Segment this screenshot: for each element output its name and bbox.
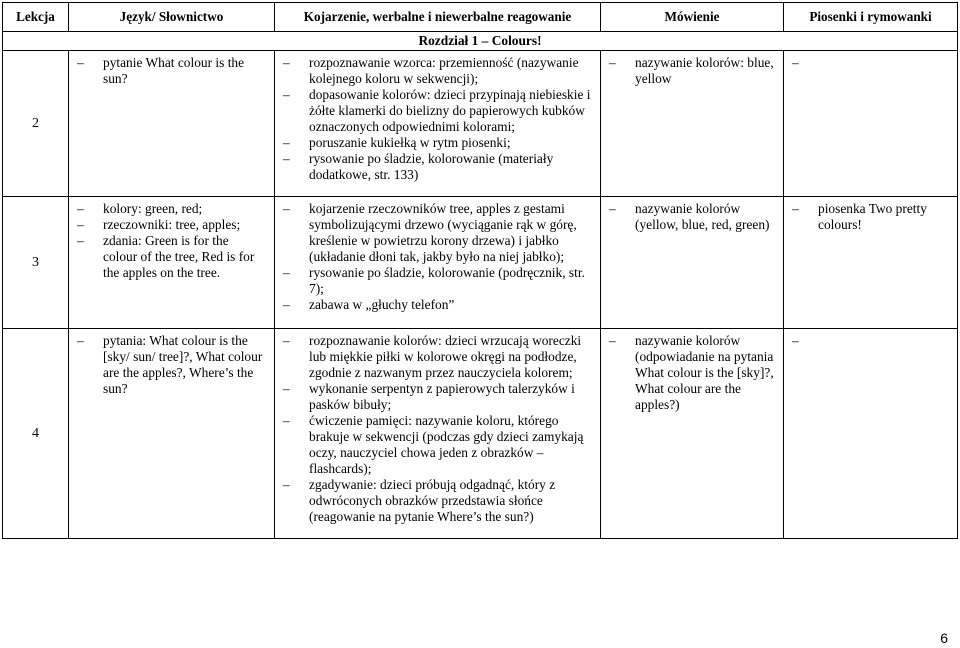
list-item: – nazywanie kolorów (odpowiadanie na pytania What colour is the [sky]?, What colour are the apples?) — [609, 333, 775, 413]
header-kojarzenie: Kojarzenie, werbalne i niewerbalne reagowanie — [275, 3, 601, 32]
list-item: – kolory: green, red; — [77, 201, 266, 217]
mowienie-cell — [601, 329, 784, 539]
lesson-number: 3 — [3, 197, 69, 329]
kojarzenie-cell — [275, 51, 601, 197]
list-item: – pytanie What colour is the sun? — [77, 55, 266, 87]
list-item: – rysowanie po śladzie, kolorowanie (podręcznik, str. 7); — [283, 265, 592, 297]
piosenki-cell — [784, 329, 958, 539]
lesson-plan-table — [2, 2, 958, 539]
list-item: – rozpoznawanie kolorów: dzieci wrzucają woreczki lub miękkie piłki w kolorowe okręgi na podłodze, zgodnie z nazwanym przez nauczyciela kolorem; — [283, 333, 592, 381]
header-piosenki: Piosenki i rymowanki — [784, 3, 958, 32]
lesson-row — [3, 197, 958, 329]
kojarzenie-cell — [275, 329, 601, 539]
list-item: – dopasowanie kolorów: dzieci przypinają niebieskie i żółte klamerki do bielizny do papierowych kubków oznaczonych odpowiednimi kolorami; — [283, 87, 592, 135]
header-jezyk: Język/ Słownictwo — [69, 3, 275, 32]
jezyk-cell — [69, 329, 275, 539]
lesson-number: 4 — [3, 329, 69, 539]
header-lekcja: Lekcja — [3, 3, 69, 32]
chapter-title: Rozdział 1 – Colours! — [3, 32, 958, 51]
page-number: 6 — [940, 630, 948, 646]
piosenki-cell — [784, 197, 958, 329]
list-item: – kojarzenie rzeczowników tree, apples z gestami symbolizującymi drzewo (wyciąganie rąk w górę, kreślenie w powietrzu korony drzewa) i jabłko (układanie dłoni tak, jakby było na niej jabłko); — [283, 201, 592, 265]
header-mowienie: Mówienie — [601, 3, 784, 32]
list-item: – ćwiczenie pamięci: nazywanie koloru, którego brakuje w sekwencji (podczas gdy dzieci zamykają oczy, nauczyciel chowa jeden z obrazków – flashcards); — [283, 413, 592, 477]
header-row — [3, 3, 958, 32]
list-item: – nazywanie kolorów (yellow, blue, red, green) — [609, 201, 775, 233]
lesson-row — [3, 329, 958, 539]
list-item: – rzeczowniki: tree, apples; — [77, 217, 266, 233]
list-item: – rysowanie po śladzie, kolorowanie (materiały dodatkowe, str. 133) — [283, 151, 592, 183]
list-item: – rozpoznawanie wzorca: przemienność (nazywanie kolejnego koloru w sekwencji); — [283, 55, 592, 87]
jezyk-cell — [69, 197, 275, 329]
mowienie-cell — [601, 51, 784, 197]
list-item: – zgadywanie: dzieci próbują odgadnąć, który z odwróconych obrazków przedstawia słońce (reagowanie na pytanie Where’s the sun?) — [283, 477, 592, 525]
list-item: – wykonanie serpentyn z papierowych talerzyków i pasków bibuły; — [283, 381, 592, 413]
kojarzenie-cell — [275, 197, 601, 329]
list-item: – poruszanie kukiełką w rytm piosenki; — [283, 135, 592, 151]
lesson-row — [3, 51, 958, 197]
piosenki-cell — [784, 51, 958, 197]
list-item: – zdania: Green is for the colour of the tree, Red is for the apples on the tree. — [77, 233, 266, 281]
list-item: – zabawa w „głuchy telefon” — [283, 297, 592, 313]
jezyk-cell — [69, 51, 275, 197]
list-item: – piosenka Two pretty colours! — [792, 201, 949, 233]
mowienie-cell — [601, 197, 784, 329]
list-item: – nazywanie kolorów: blue, yellow — [609, 55, 775, 87]
chapter-row — [3, 32, 958, 51]
list-item: – pytania: What colour is the [sky/ sun/ tree]?, What colour are the apples?, Where’s the sun? — [77, 333, 266, 397]
lesson-number: 2 — [3, 51, 69, 197]
